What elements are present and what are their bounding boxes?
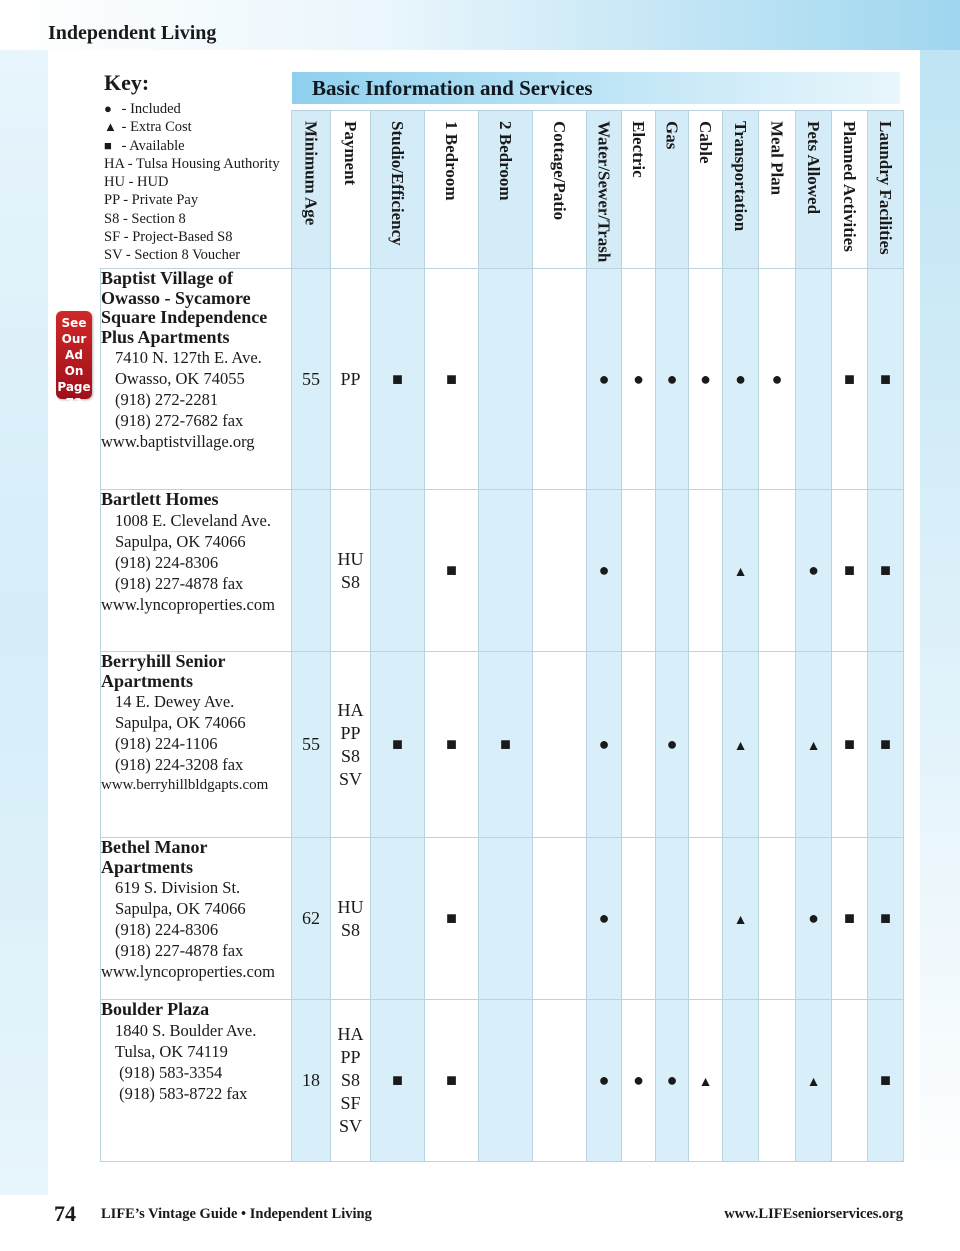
service-cell (832, 269, 868, 490)
listing-info (101, 1000, 292, 1162)
left-gradient-margin (0, 50, 48, 1195)
service-cell (587, 1000, 622, 1162)
legend-title: Key: (104, 70, 150, 95)
listing-address-line: Sapulpa, OK 74066 (115, 713, 246, 732)
available-square-icon: ■ (844, 560, 855, 580)
minimum-age-cell (292, 1000, 331, 1162)
included-dot-icon: ● (598, 908, 610, 928)
column-header-label: Transportation (731, 121, 750, 232)
listing-address-line: (918) 272-2281 (115, 390, 219, 409)
payment-code: PP (340, 1047, 361, 1067)
extra-cost-triangle-icon: ▲ (733, 565, 748, 580)
service-cell (371, 490, 425, 652)
service-cell (723, 838, 759, 1000)
section-title: Independent Living (48, 22, 217, 44)
listing-website-link[interactable]: www.lyncoproperties.com (101, 962, 275, 981)
column-header (479, 111, 533, 269)
extra-cost-triangle-icon: ▲ (733, 913, 748, 928)
service-cell (656, 838, 689, 1000)
payment-cell (331, 269, 371, 490)
payment-code: HU (337, 548, 364, 569)
column-header (371, 111, 425, 269)
service-cell (533, 652, 587, 838)
legend-text: - Available (118, 137, 185, 154)
included-dot-icon: ● (598, 368, 610, 389)
service-cell (479, 1000, 533, 1162)
listing-address-line: (918) 272-7682 fax (115, 411, 244, 430)
service-cell (796, 1000, 832, 1162)
included-dot-icon: ● (700, 368, 711, 389)
service-cell (587, 652, 622, 838)
listing-name[interactable]: Berryhill Senior (101, 651, 226, 671)
column-header (656, 111, 689, 269)
column-header (689, 111, 723, 269)
column-header (759, 111, 796, 269)
service-cell (689, 490, 723, 652)
payment-code: PP (340, 722, 361, 743)
available-square-icon: ■ (880, 560, 891, 580)
service-cell (425, 269, 479, 490)
listing-name[interactable]: Square Independence (101, 307, 268, 327)
listing-address-line: Tulsa, OK 74119 (115, 1041, 228, 1061)
available-square-icon: ■ (392, 734, 403, 754)
payment-code: PP (340, 368, 361, 389)
service-cell (479, 652, 533, 838)
column-header-label: Planned Activities (840, 121, 859, 252)
payment-code: SV (338, 768, 362, 789)
listing-name[interactable]: Apartments (101, 856, 193, 877)
ad-badge-line: Ad On (64, 348, 84, 378)
listing-address-line: (918) 224-8306 (115, 552, 219, 572)
payment-cell (331, 838, 371, 1000)
extra-cost-triangle-icon: ▲ (698, 1075, 713, 1090)
legend-symbol: ▲ (104, 119, 117, 135)
minimum-age-cell (292, 490, 331, 652)
footer (0, 1196, 960, 1251)
legend-text: SV - Section 8 Voucher (104, 247, 241, 264)
minimum-age-value: 55 (302, 734, 320, 754)
service-cell (832, 838, 868, 1000)
service-cell (868, 1000, 904, 1162)
service-cell (689, 1000, 723, 1162)
column-header-label: Pets Allowed (804, 121, 823, 215)
service-cell (622, 1000, 656, 1162)
service-cell (759, 490, 796, 652)
listing-name[interactable]: Baptist Village of (101, 268, 234, 288)
legend-text: HA - Tulsa Housing Authority (104, 155, 280, 172)
see-ad-badge[interactable] (56, 311, 92, 410)
service-cell (868, 269, 904, 490)
payment-code: SV (338, 1116, 362, 1136)
listing-address-line: (918) 224-1106 (115, 734, 218, 753)
listing-address-line: (918) 583-3354 (115, 1062, 223, 1082)
column-header (723, 111, 759, 269)
footer-website-link[interactable]: www.LIFEseniorservices.org (724, 1206, 903, 1222)
listing-info (101, 269, 292, 490)
listing-address-line: Sapulpa, OK 74066 (115, 899, 246, 918)
table-row (101, 490, 904, 652)
table-row (101, 652, 904, 838)
service-cell (723, 269, 759, 490)
listing-name[interactable]: Plus Apartments (101, 326, 230, 347)
service-cell (479, 838, 533, 1000)
column-header-label: 2 Bedroom (496, 121, 515, 201)
service-cell (796, 838, 832, 1000)
service-cell (868, 490, 904, 652)
minimum-age-cell (292, 838, 331, 1000)
column-header (832, 111, 868, 269)
listing-name[interactable]: Owasso - Sycamore (101, 287, 251, 308)
section-banner (292, 72, 900, 104)
service-cell (832, 1000, 868, 1162)
service-cell (759, 838, 796, 1000)
listing-name[interactable]: Boulder Plaza (101, 999, 210, 1019)
available-square-icon: ■ (880, 368, 891, 389)
service-cell (796, 269, 832, 490)
column-header-label: Studio/Efficiency (388, 121, 407, 246)
listing-website-link[interactable]: www.berryhillbldgapts.com (101, 777, 269, 793)
service-cell (723, 1000, 759, 1162)
service-cell (622, 269, 656, 490)
table-header-row (101, 111, 904, 269)
available-square-icon: ■ (446, 1070, 457, 1090)
payment-code: HA (337, 1024, 364, 1044)
listing-info (101, 838, 292, 1000)
service-cell (622, 652, 656, 838)
service-cell (796, 652, 832, 838)
available-square-icon: ■ (880, 908, 891, 928)
service-cell (533, 269, 587, 490)
included-dot-icon: ● (808, 560, 819, 580)
listing-address-line: (918) 583-8722 fax (115, 1083, 248, 1103)
extra-cost-triangle-icon: ▲ (733, 739, 748, 754)
listing-address-line: 7410 N. 127th E. Ave. (115, 348, 262, 367)
legend-symbol: ● (104, 101, 112, 116)
column-header (292, 111, 331, 269)
table-row (101, 838, 904, 1000)
payment-code: HU (337, 896, 364, 917)
service-cell (622, 490, 656, 652)
service-cell (371, 838, 425, 1000)
available-square-icon: ■ (844, 368, 855, 389)
service-cell (587, 269, 622, 490)
extra-cost-triangle-icon: ▲ (806, 739, 821, 754)
column-header-label: Electric (629, 121, 648, 178)
listing-address-line: 14 E. Dewey Ave. (115, 692, 235, 711)
included-dot-icon: ● (598, 734, 610, 754)
available-square-icon: ■ (446, 908, 457, 928)
available-square-icon: ■ (880, 1070, 891, 1090)
listing-address-line: (918) 227-4878 fax (115, 573, 244, 593)
column-header-label: 1 Bedroom (442, 121, 461, 201)
service-cell (622, 838, 656, 1000)
page-number: 74 (54, 1201, 76, 1226)
service-cell (868, 652, 904, 838)
service-cell (723, 490, 759, 652)
legend-text: HU - HUD (104, 174, 169, 191)
listing-address-line: (918) 224-8306 (115, 920, 219, 939)
included-dot-icon: ● (666, 734, 678, 754)
available-square-icon: ■ (392, 1070, 403, 1090)
legend-text: S8 - Section 8 (104, 210, 186, 227)
included-dot-icon: ● (633, 368, 644, 389)
minimum-age-cell (292, 652, 331, 838)
minimum-age-value: 55 (302, 368, 320, 389)
payment-code: S8 (340, 571, 360, 592)
service-cell (656, 269, 689, 490)
column-header-label: Meal Plan (767, 121, 787, 196)
column-header (533, 111, 587, 269)
service-cell (759, 269, 796, 490)
available-square-icon: ■ (446, 560, 457, 580)
payment-code: SF (340, 1093, 361, 1113)
service-cell (587, 838, 622, 1000)
service-cell (371, 1000, 425, 1162)
payment-code: S8 (340, 745, 360, 766)
column-header-label: Payment (341, 121, 360, 186)
included-dot-icon: ● (598, 560, 610, 580)
minimum-age-value: 62 (302, 908, 320, 928)
service-cell (425, 1000, 479, 1162)
service-cell (759, 1000, 796, 1162)
included-dot-icon: ● (598, 1070, 610, 1090)
legend-text: SF - Project-Based S8 (104, 229, 233, 246)
included-dot-icon: ● (666, 368, 678, 389)
listing-name[interactable]: Apartments (101, 670, 193, 691)
payment-cell (331, 1000, 371, 1162)
footer-guide-title: LIFE’s Vintage Guide • Independent Living (101, 1206, 372, 1222)
available-square-icon: ■ (844, 734, 855, 754)
listing-address-line: 619 S. Division St. (115, 878, 241, 897)
service-cell (689, 269, 723, 490)
column-header-label: Cable (696, 121, 715, 164)
service-cell (587, 490, 622, 652)
listing-address-line: 1840 S. Boulder Ave. (115, 1020, 257, 1040)
listing-website-link[interactable]: www.lyncoproperties.com (101, 594, 275, 614)
legend-text: - Included (118, 101, 181, 117)
payment-code: S8 (340, 1070, 360, 1090)
payment-code: HA (337, 699, 364, 720)
included-dot-icon: ● (633, 1070, 644, 1090)
included-dot-icon: ● (666, 1070, 678, 1090)
legend-symbol: ■ (104, 137, 112, 153)
service-cell (759, 652, 796, 838)
listing-info (101, 490, 292, 652)
payment-cell (331, 490, 371, 652)
column-header (868, 111, 904, 269)
service-cell (689, 838, 723, 1000)
banner-title: Basic Information and Services (312, 76, 593, 100)
service-cell (533, 838, 587, 1000)
service-cell (689, 652, 723, 838)
service-cell (479, 490, 533, 652)
ad-badge-line: Our (61, 332, 87, 346)
minimum-age-cell (292, 269, 331, 490)
service-cell (656, 652, 689, 838)
payment-cell (331, 652, 371, 838)
service-cell (723, 652, 759, 838)
listing-info (101, 652, 292, 838)
column-header-label: Cottage/Patio (550, 121, 569, 221)
available-square-icon: ■ (392, 368, 403, 389)
minimum-age-value: 18 (302, 1070, 320, 1090)
included-dot-icon: ● (808, 908, 819, 928)
available-square-icon: ■ (880, 734, 891, 754)
legend-text: - Extra Cost (118, 119, 192, 136)
right-gradient-margin (920, 50, 960, 1195)
column-header (796, 111, 832, 269)
service-cell (371, 269, 425, 490)
service-cell (656, 1000, 689, 1162)
service-cell (425, 838, 479, 1000)
included-dot-icon: ● (735, 368, 746, 389)
service-cell (796, 490, 832, 652)
payment-code: S8 (340, 919, 360, 940)
listing-name[interactable]: Bethel Manor (101, 837, 208, 857)
table-row (101, 1000, 904, 1162)
service-cell (479, 269, 533, 490)
service-cell (832, 652, 868, 838)
listing-address-line: (918) 227-4878 fax (115, 941, 244, 960)
service-cell (868, 838, 904, 1000)
included-dot-icon: ● (771, 368, 783, 389)
ad-badge-line: Page (57, 380, 91, 394)
column-header-label: Minimum Age (301, 121, 321, 226)
ad-badge-line: See (61, 316, 87, 330)
column-header-label: Water/Sewer/Trash (594, 121, 614, 263)
service-cell (656, 490, 689, 652)
column-header (587, 111, 622, 269)
service-cell (425, 490, 479, 652)
listing-address-line: Owasso, OK 74055 (115, 369, 245, 388)
ad-badge-line: 73 (65, 396, 83, 410)
service-cell (832, 490, 868, 652)
column-header (622, 111, 656, 269)
listing-address-line: (918) 224-3208 fax (115, 755, 244, 774)
listing-address-line: Sapulpa, OK 74066 (115, 531, 246, 551)
available-square-icon: ■ (446, 734, 457, 754)
available-square-icon: ■ (446, 368, 457, 389)
service-cell (533, 490, 587, 652)
extra-cost-triangle-icon: ▲ (806, 1075, 821, 1090)
service-cell (425, 652, 479, 838)
column-header-label: Gas (662, 121, 682, 150)
available-square-icon: ■ (500, 734, 511, 754)
listing-name[interactable]: Bartlett Homes (101, 489, 219, 509)
listing-address-line: 1008 E. Cleveland Ave. (115, 510, 271, 530)
service-cell (533, 1000, 587, 1162)
column-header (425, 111, 479, 269)
header-spacer (101, 111, 292, 269)
table-row (101, 269, 904, 490)
service-cell (371, 652, 425, 838)
available-square-icon: ■ (844, 908, 855, 928)
column-header-label: Laundry Facilities (876, 121, 895, 255)
column-header (331, 111, 371, 269)
legend-text: PP - Private Pay (104, 192, 199, 209)
housing-table (100, 110, 904, 1162)
listing-website-link[interactable]: www.baptistvillage.org (101, 432, 255, 451)
